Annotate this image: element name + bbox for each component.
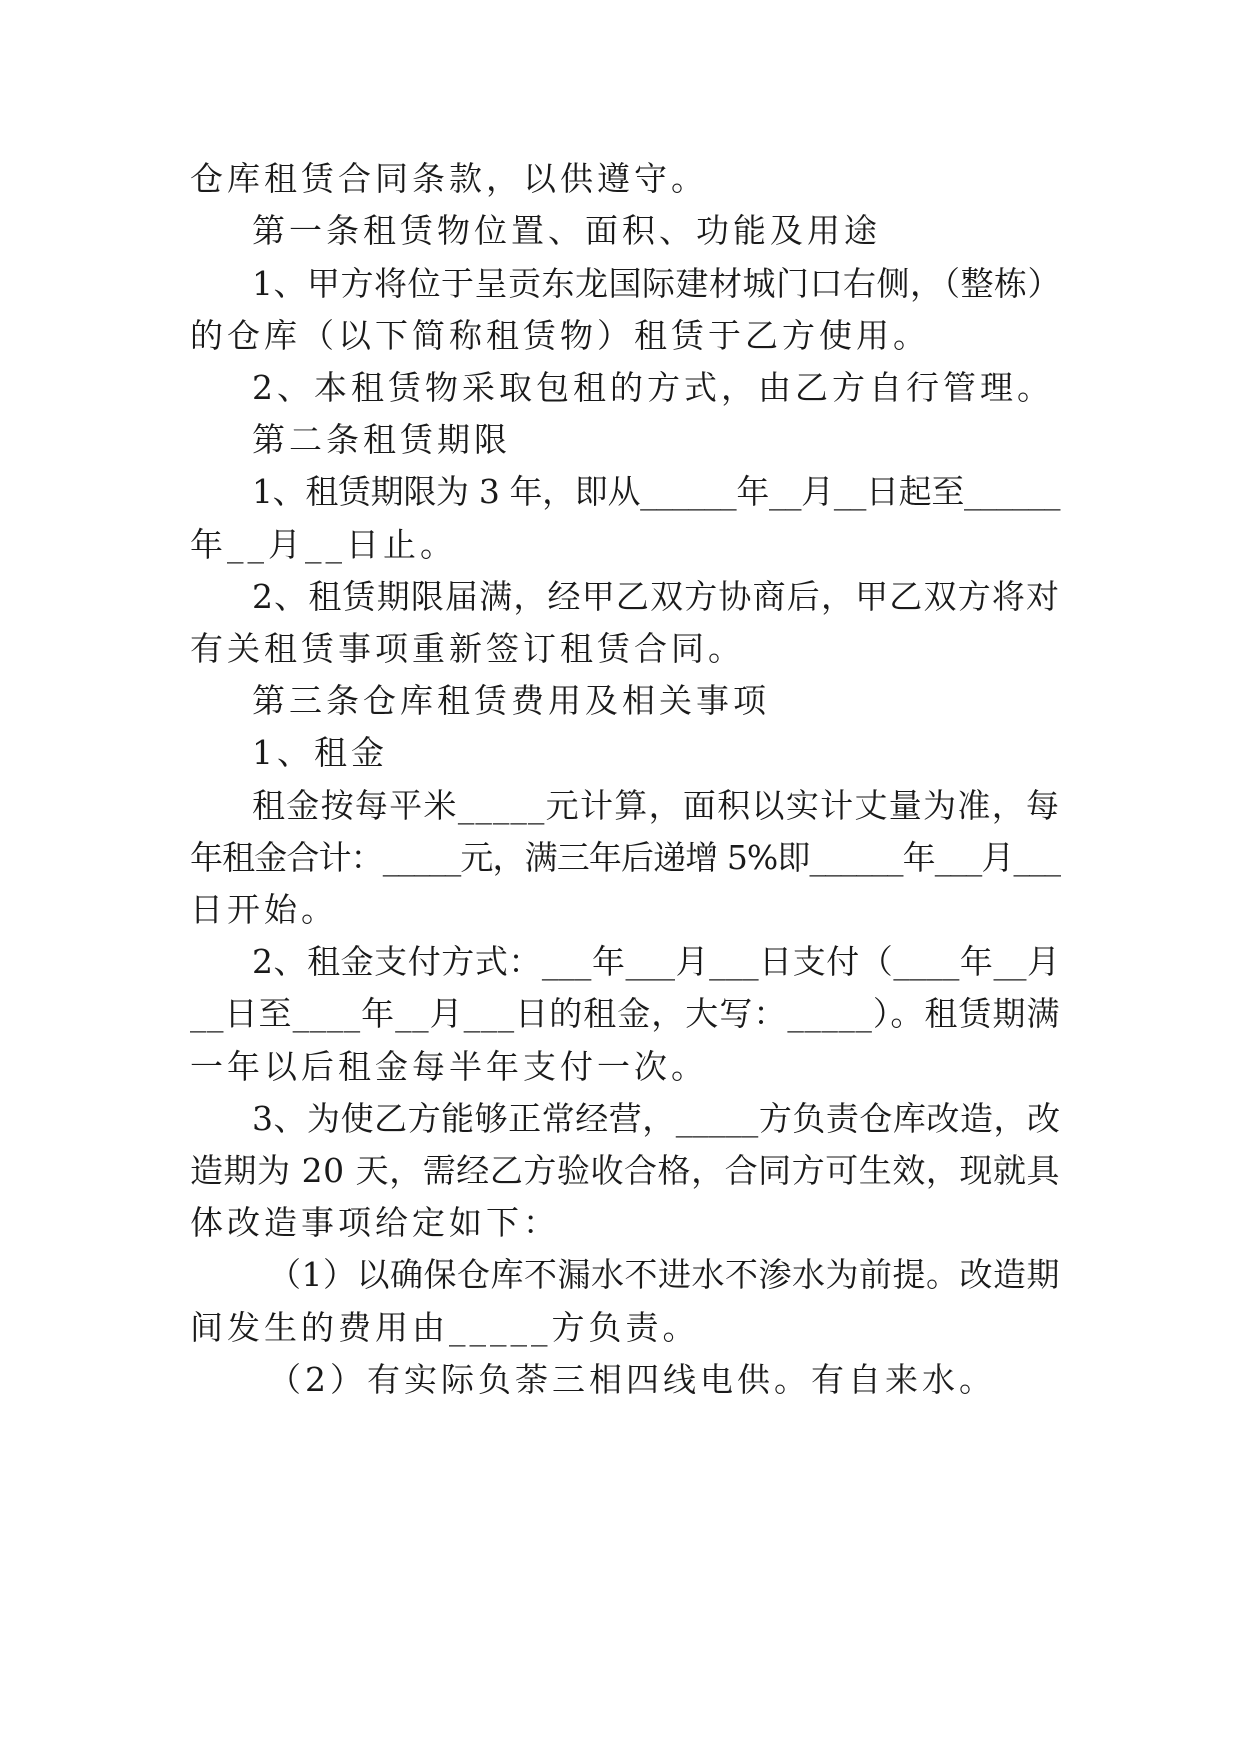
text-line: 1、租赁期限为 3 年，即从______年__月__日起至______ [252,472,1060,511]
text-line: （1）以确保仓库不漏水不进水不渗水为前提。改造期 [268,1255,1060,1294]
subsection-heading: 1、租金 [252,733,388,772]
text-line: 体改造事项给定如下： [190,1203,560,1242]
text-line: 1、甲方将位于呈贡东龙国际建材城门口右侧，（整栋） [252,264,1061,303]
text-line: 年租金合计：_____元，满三年后递增 5%即______年___月___ [190,838,1060,877]
text-line: __日至____年__月___日的租金，大写：_____）。租赁期满 [190,994,1060,1033]
text-line: 租金按每平米_____元计算，面积以实计丈量为准，每 [252,786,1060,825]
text-line: 3、为使乙方能够正常经营，_____方负责仓库改造，改 [252,1099,1060,1138]
text-line: （2）有实际负荼三相四线电供。有自来水。 [268,1360,996,1399]
text-line: 仓库租赁合同条款，以供遵守。 [190,159,708,198]
text-line: 间发生的费用由_____方负责。 [190,1308,700,1347]
text-line: 2、本租赁物采取包租的方式，由乙方自行管理。 [252,368,1054,407]
text-line: 2、租赁期限届满，经甲乙双方协商后，甲乙双方将对 [252,577,1060,616]
section-heading: 第三条仓库租赁费用及相关事项 [252,681,770,720]
text-line: 年__月__日止。 [190,525,457,564]
text-line: 日开始。 [190,890,338,929]
section-heading: 第一条租赁物位置、面积、功能及用途 [252,211,881,250]
text-line: 2、租金支付方式：___年___月___日支付（____年__月 [252,942,1060,981]
text-line: 一年以后租金每半年支付一次。 [190,1047,708,1086]
text-line: 的仓库（以下简称租赁物）租赁于乙方使用。 [190,316,930,355]
text-line: 造期为 20 天，需经乙方验收合格，合同方可生效，现就具 [190,1151,1060,1190]
text-line: 有关租赁事项重新签订租赁合同。 [190,629,745,668]
section-heading: 第二条租赁期限 [252,420,511,459]
